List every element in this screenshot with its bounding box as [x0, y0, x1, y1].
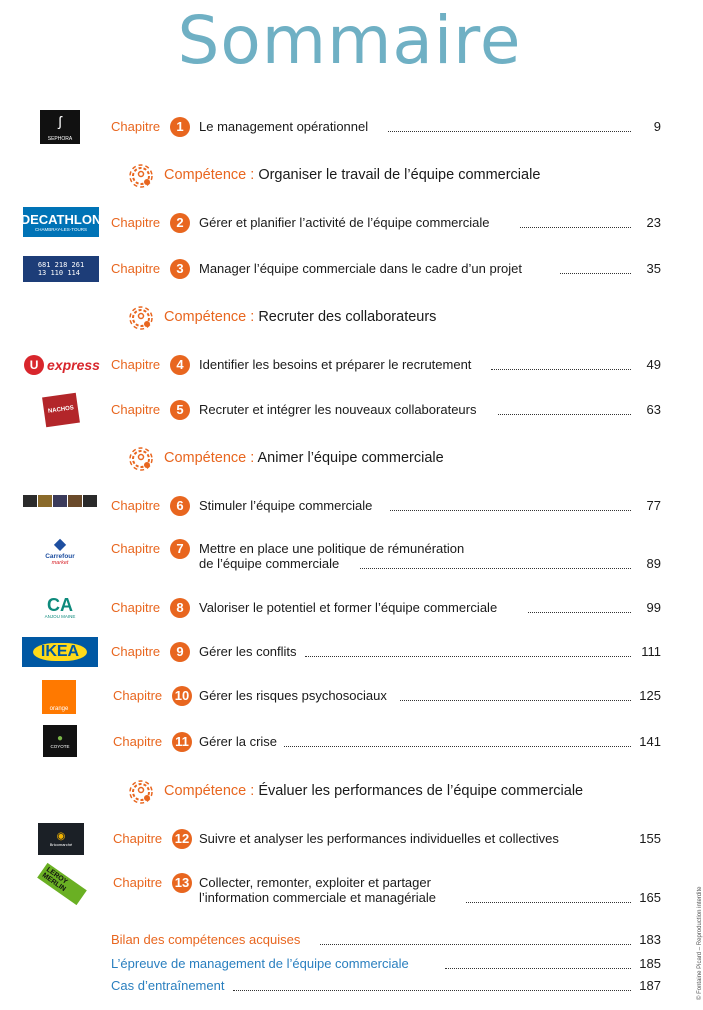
chapter-number: 11 — [172, 732, 192, 752]
page-number: 125 — [639, 688, 661, 703]
competence-gear-icon — [127, 778, 155, 806]
leader-dots — [233, 990, 631, 991]
toc-chapter-1[interactable] — [0, 112, 699, 142]
chapter-number: 9 — [170, 642, 190, 662]
leader-dots — [520, 227, 631, 228]
chapter-title: Valoriser le potentiel et former l’équipe commerciale — [199, 600, 498, 615]
chapter-number: 2 — [170, 213, 190, 233]
page-number: 9 — [653, 119, 661, 134]
leader-dots — [320, 944, 631, 945]
competence-gear-icon — [127, 162, 155, 190]
coyote-logo: ● COYOTE — [43, 725, 77, 757]
chapter-word: Chapitre — [113, 688, 163, 703]
footer-entry-label: L’épreuve de management de l’équipe commerciale — [111, 956, 409, 971]
page-number: 185 — [639, 956, 661, 971]
toc-chapter-13[interactable] — [0, 868, 699, 908]
page-number: 183 — [639, 932, 661, 947]
ikea-logo: IKEA — [22, 637, 98, 667]
leader-dots — [445, 968, 631, 969]
chapter-number: 12 — [172, 829, 192, 849]
leader-dots — [560, 273, 631, 274]
page-number: 187 — [639, 978, 661, 993]
chapter-number: 1 — [170, 117, 190, 137]
page-number: 155 — [639, 831, 661, 846]
copyright-note: © Fontaine Picard – Reproduction interdite — [697, 886, 703, 1000]
carrefour-market-logo: ◆ Carrefour market — [45, 535, 75, 566]
competence-label: Compétence : Organiser le travail de l’équipe commerciale — [164, 167, 541, 183]
competence-heading-2[interactable] — [0, 302, 699, 332]
toc-chapter-7[interactable] — [0, 534, 699, 574]
leader-dots — [491, 369, 631, 370]
chapter-word: Chapitre — [113, 831, 163, 846]
page-number: 99 — [646, 600, 661, 615]
chapter-number: 7 — [170, 539, 190, 559]
leader-dots — [388, 131, 631, 132]
toc-chapter-4[interactable] — [0, 350, 699, 380]
toc-chapter-10[interactable] — [0, 681, 699, 711]
competence-heading-3[interactable] — [0, 443, 699, 473]
orange-logo: orange — [42, 680, 76, 714]
chapter-number: 10 — [172, 686, 192, 706]
chapter-title: Identifier les besoins et préparer le recrutement — [199, 357, 472, 372]
page-title: Sommaire — [177, 2, 522, 79]
page-number: 35 — [646, 261, 661, 276]
chapter-title-line2: l’information commerciale et managériale — [199, 890, 436, 905]
chapter-title: Gérer et planifier l’activité de l’équipe commerciale — [199, 215, 490, 230]
chapter-title: Gérer la crise — [199, 734, 278, 749]
chapter-word: Chapitre — [111, 215, 161, 230]
toc-chapter-6[interactable] — [0, 491, 699, 521]
chapter-title-line2: de l’équipe commerciale — [199, 556, 340, 571]
toc-chapter-8[interactable] — [0, 593, 699, 623]
competence-gear-icon — [127, 445, 155, 473]
competence-label: Compétence : Évaluer les performances de l’équipe commerciale — [164, 783, 584, 799]
credit-agricole-logo: CA ANJOU MAINE — [44, 594, 76, 619]
leader-dots — [305, 656, 631, 657]
toc-chapter-2[interactable] — [0, 208, 699, 238]
toc-chapter-5[interactable] — [0, 395, 699, 425]
page-number: 111 — [641, 644, 661, 659]
chapter-word: Chapitre — [113, 875, 163, 890]
page-number: 49 — [646, 357, 661, 372]
bricomarche-logo: ◉ Bricomarché — [38, 823, 84, 855]
chapter-word: Chapitre — [113, 734, 163, 749]
chapter-word: Chapitre — [111, 261, 161, 276]
chapter-title: Suivre et analyser les performances individuelles et collectives — [199, 831, 559, 846]
nachos-logo: NACHOS — [42, 393, 80, 427]
chapter-word: Chapitre — [111, 119, 161, 134]
footer-entry-label: Bilan des compétences acquises — [111, 932, 301, 947]
chapter-word: Chapitre — [111, 498, 161, 513]
toc-epreuve[interactable] — [0, 949, 699, 971]
leader-dots — [390, 510, 631, 511]
competence-label: Compétence : Recruter des collaborateurs — [164, 309, 437, 325]
chapter-title: Gérer les conflits — [199, 644, 297, 659]
competence-label: Compétence : Animer l’équipe commerciale — [164, 450, 444, 466]
chapter-number: 8 — [170, 598, 190, 618]
leader-dots — [498, 414, 631, 415]
chapter-word: Chapitre — [111, 357, 161, 372]
toc-cas[interactable] — [0, 971, 699, 993]
competence-heading-1[interactable] — [0, 160, 699, 190]
chapter-title: Manager l’équipe commerciale dans le cadre d’un projet — [199, 261, 523, 276]
toc-chapter-9[interactable] — [0, 637, 699, 667]
toc-chapter-11[interactable] — [0, 727, 699, 757]
sephora-logo: SEPHORA ʃ — [40, 110, 80, 144]
page-number: 23 — [646, 215, 661, 230]
chapter-title: Collecter, remonter, exploiter et partager — [199, 875, 431, 890]
chapter-word: Chapitre — [111, 402, 161, 417]
dashboard-screen-image: 681 218 261 13 110 114 — [23, 256, 99, 282]
leroy-merlin-logo: LEROY MERLIN — [38, 866, 86, 902]
chapter-title: Stimuler l’équipe commerciale — [199, 498, 373, 513]
chapter-title: Mettre en place une politique de rémunération — [199, 541, 465, 556]
leader-dots — [360, 568, 631, 569]
page-number: 141 — [639, 734, 661, 749]
chapter-word: Chapitre — [111, 600, 161, 615]
chapter-number: 13 — [172, 873, 192, 893]
leader-dots — [284, 746, 631, 747]
express-logo: U express — [22, 350, 102, 380]
toc-chapter-12[interactable] — [0, 824, 699, 854]
chapter-word: Chapitre — [111, 541, 161, 556]
chapter-number: 5 — [170, 400, 190, 420]
chapter-number: 4 — [170, 355, 190, 375]
toc-bilan[interactable] — [0, 925, 699, 947]
page-number: 165 — [639, 890, 661, 905]
chapter-word: Chapitre — [111, 644, 161, 659]
chapter-number: 6 — [170, 496, 190, 516]
chapter-title: Recruter et intégrer les nouveaux collaborateurs — [199, 402, 477, 417]
competence-gear-icon — [127, 304, 155, 332]
decathlon-logo: DECATHLON CHAMBRAY-LES-TOURS — [23, 207, 99, 237]
chapter-title: Gérer les risques psychosociaux — [199, 688, 387, 703]
footer-entry-label: Cas d’entraînement — [111, 978, 225, 993]
toc-chapter-3[interactable] — [0, 254, 699, 284]
leader-dots — [466, 902, 631, 903]
page-number: 63 — [646, 402, 661, 417]
page-number: 77 — [646, 498, 661, 513]
competence-heading-4[interactable] — [0, 776, 699, 806]
page-number: 89 — [646, 556, 661, 571]
chapter-title: Le management opérationnel — [199, 119, 369, 134]
store-photos-image — [22, 494, 98, 508]
leader-dots — [400, 700, 631, 701]
leader-dots — [528, 612, 631, 613]
chapter-number: 3 — [170, 259, 190, 279]
